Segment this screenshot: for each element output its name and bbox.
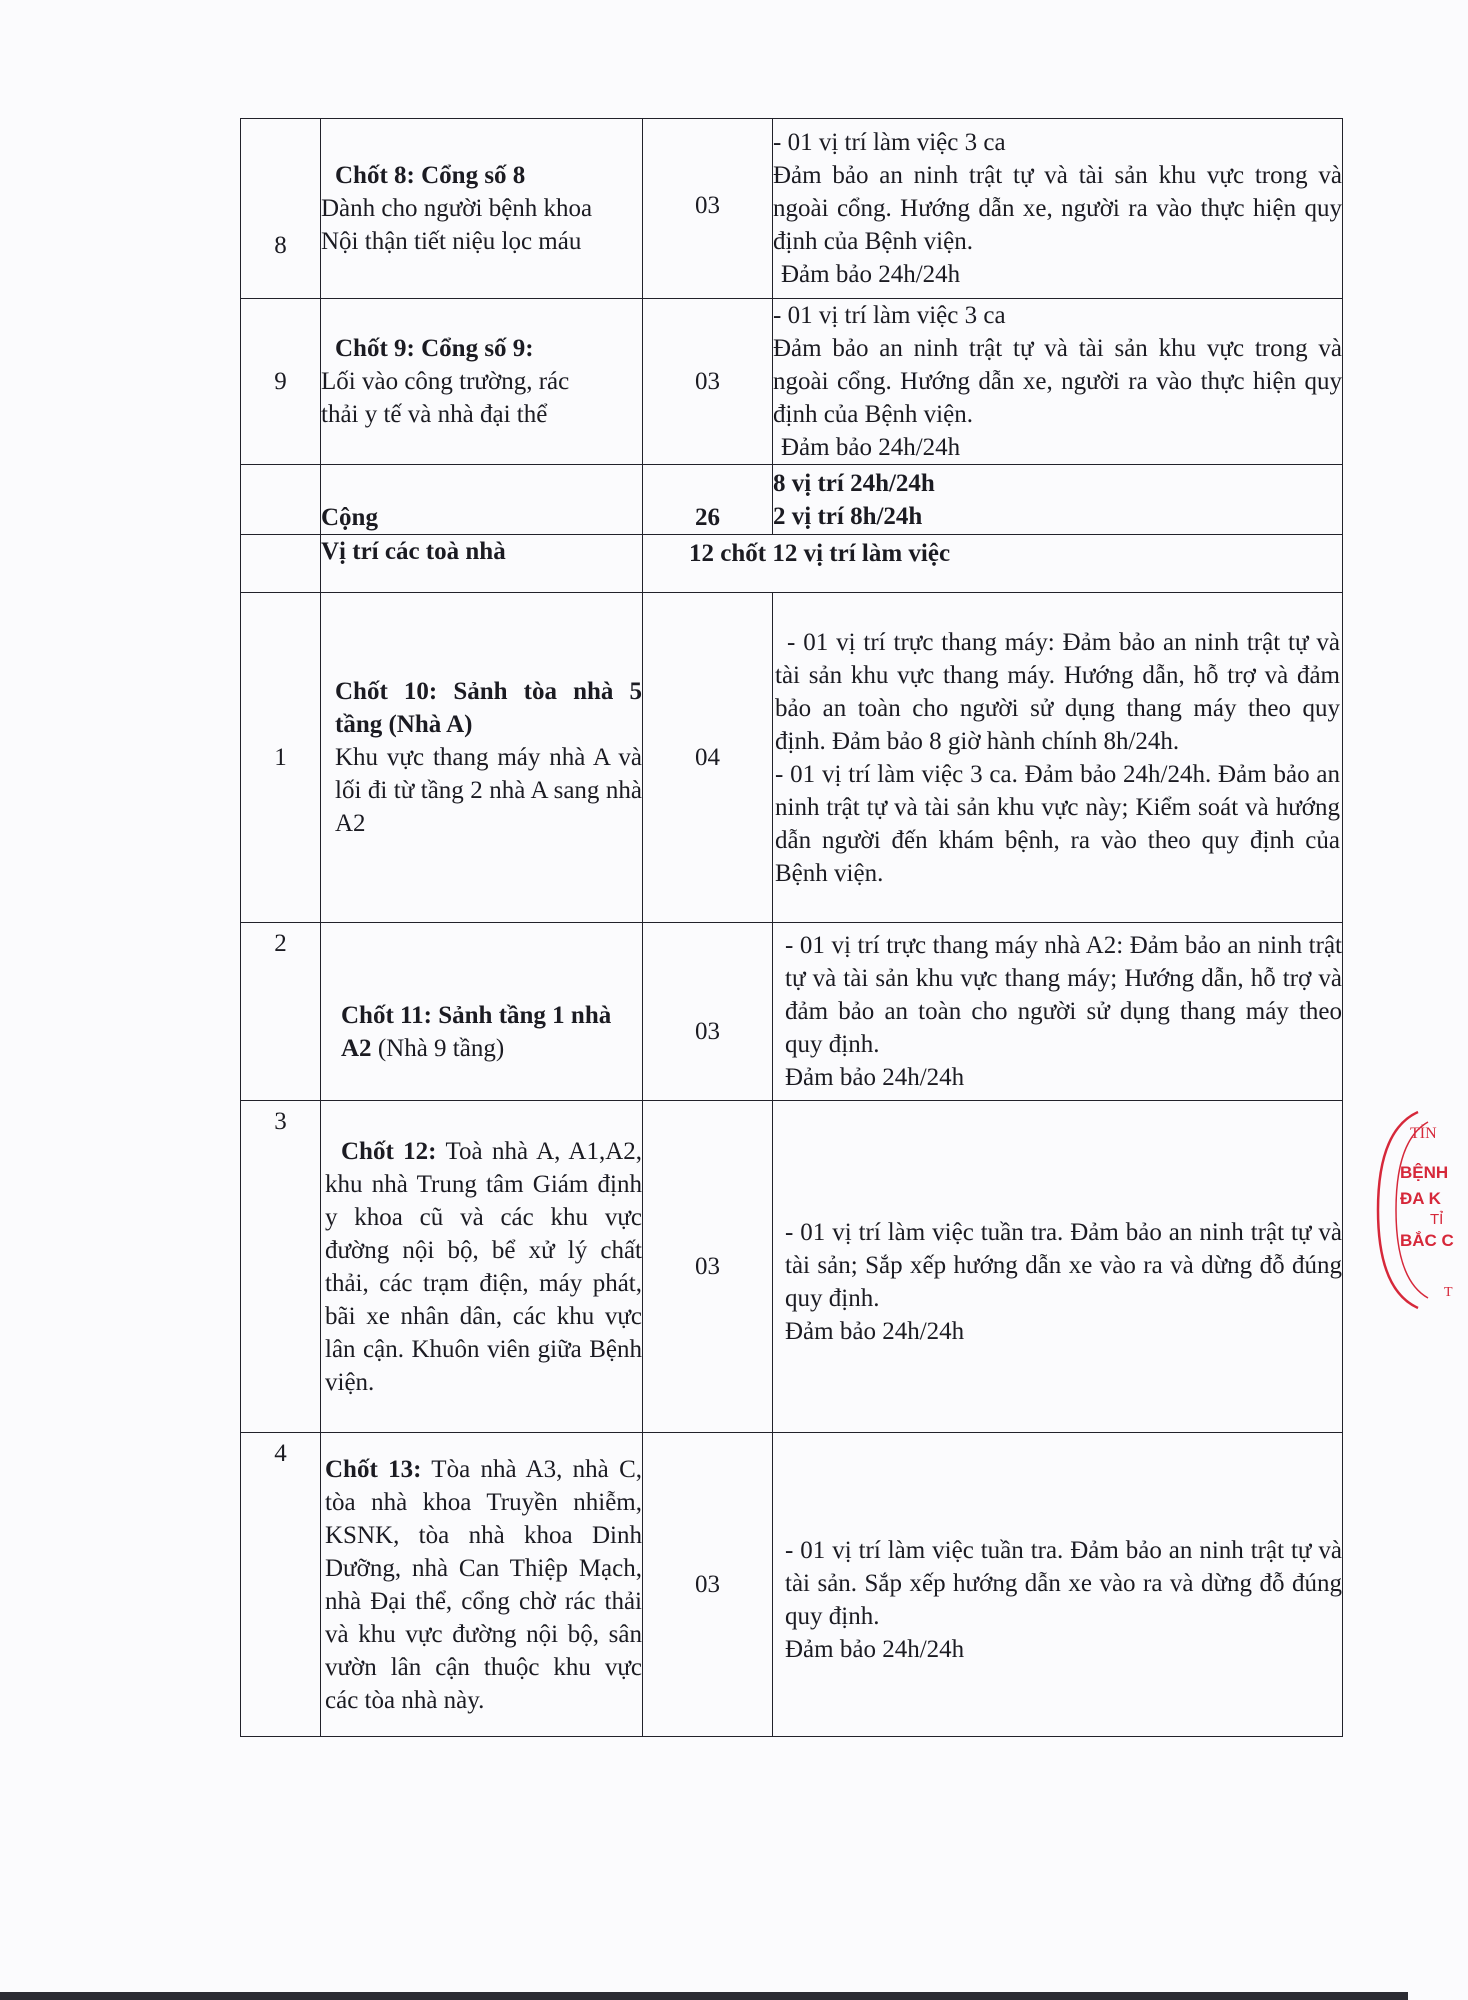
duty-cell — [773, 299, 1343, 465]
duty-line: Đảm bảo an ninh trật tự và tài sản khu vực trong và ngoài cổng. Hướng dẫn xe, người ra vào thực hiện quy định của Bệnh viện. — [773, 335, 1342, 428]
row-number-text: 3 — [274, 1108, 287, 1135]
duty-cell — [773, 593, 1343, 923]
post-cell — [321, 119, 643, 299]
count-cell — [643, 299, 773, 465]
section-summary: 12 chốt 12 vị trí làm việc — [689, 540, 951, 567]
duty-line: - 01 vị trí trực thang máy nhà A2: Đảm bảo an ninh trật tự và tài sản khu vực thang máy; Hướng dẫn, hỗ trợ và đảm bảo an toàn cho người sử dụng thang máy theo quy định. — [785, 932, 1342, 1058]
duty-cell — [773, 923, 1343, 1101]
total-row — [241, 465, 1343, 535]
row-number — [241, 299, 321, 465]
duty-line: - 01 vị trí làm việc 3 ca — [773, 129, 1006, 156]
duty-cell — [773, 465, 1343, 535]
total-label: Cộng — [321, 504, 378, 531]
post-title: Chốt 9: Cổng số 9: — [335, 335, 534, 362]
post-desc-line: thải y tế và nhà đại thể — [321, 401, 548, 428]
post-title: Chốt 11: Sảnh tầng 1 nhà A2 — [341, 1001, 612, 1062]
count-cell — [643, 119, 773, 299]
guard-count: 03 — [695, 1253, 720, 1280]
post-title: Chốt 8: Cổng số 8 — [335, 162, 526, 189]
post-desc-line: Lối vào công trường, rác — [321, 368, 570, 395]
duty-cell — [773, 1433, 1343, 1737]
count-cell — [643, 593, 773, 923]
post-cell — [321, 923, 643, 1101]
row-number-text: 8 — [274, 232, 287, 259]
hospital-seal-stamp — [1358, 1100, 1468, 1320]
duty-cell — [773, 119, 1343, 299]
duty-cell — [773, 1101, 1343, 1433]
post-desc: Toà nhà A, A1,A2, khu nhà Trung tâm Giám định y khoa cũ và các khu vực đường nội bộ, bể xử lý chất thải, các trạm điện, máy phát, bãi xe nhân dân, các khu vực lân cận. Khuôn viên giữa Bệnh viện. — [325, 1137, 643, 1396]
duty-line: - 01 vị trí trực thang máy: Đảm bảo an ninh trật tự và tài sản khu vực thang máy. Hướng dẫn, hỗ trợ và đảm bảo an toàn cho người sử dụng thang máy theo quy định. Đảm bảo 8 giờ hành chính 8h/24h. — [775, 628, 1340, 755]
post-title: Chốt 12: — [341, 1137, 437, 1165]
count-cell — [643, 1433, 773, 1737]
duty-line: Đảm bảo 24h/24h — [781, 261, 961, 288]
section-row — [241, 535, 1343, 593]
row-number — [241, 119, 321, 299]
guard-count: 03 — [695, 1018, 720, 1045]
post-desc-line: Dành cho người bệnh khoa — [321, 195, 593, 222]
guard-count: 04 — [695, 744, 720, 771]
row-number — [241, 923, 321, 1101]
table-row — [241, 923, 1343, 1101]
total-label-cell — [321, 465, 643, 535]
svg-text:BẮC C: BẮC C — [1400, 1231, 1454, 1250]
section-label-cell — [321, 535, 643, 593]
svg-text:BỆNH: BỆNH — [1400, 1163, 1449, 1182]
table-row — [241, 1433, 1343, 1737]
guard-count: 03 — [695, 368, 720, 395]
guard-count: 03 — [695, 1571, 720, 1598]
row-number — [241, 1433, 321, 1737]
section-summary-cell — [643, 535, 1343, 593]
count-cell — [643, 465, 773, 535]
post-title: Chốt 13: — [325, 1455, 422, 1483]
post-cell — [321, 1101, 643, 1433]
table-row — [241, 299, 1343, 465]
post-desc: (Nhà 9 tầng) — [371, 1034, 505, 1062]
row-number-text: 2 — [274, 930, 287, 957]
row-number-text: 4 — [274, 1440, 287, 1467]
row-number-text: 9 — [274, 368, 287, 395]
row-number — [241, 535, 321, 593]
post-cell — [321, 299, 643, 465]
svg-text:TỈN: TỈN — [1410, 1125, 1437, 1142]
row-number — [241, 465, 321, 535]
guard-count: 03 — [695, 192, 720, 219]
duty-line: Đảm bảo 24h/24h — [785, 1317, 965, 1345]
svg-text:TỈ: TỈ — [1430, 1211, 1444, 1228]
count-cell — [643, 923, 773, 1101]
table-row — [241, 1101, 1343, 1433]
duty-line: Đảm bảo an ninh trật tự và tài sản khu vực trong và ngoài cổng. Hướng dẫn xe, người ra vào thực hiện quy định của Bệnh viện. — [773, 162, 1342, 255]
duty-line: - 01 vị trí làm việc 3 ca. Đảm bảo 24h/24h. Đảm bảo an ninh trật tự và tài sản khu vực này; Kiểm soát và hướng dẫn người đến khám bệnh, ra vào theo quy định của Bệnh viện. — [775, 760, 1340, 887]
duty-line: Đảm bảo 24h/24h — [781, 434, 961, 461]
duty-line: - 01 vị trí làm việc tuần tra. Đảm bảo an ninh trật tự và tài sản; Sắp xếp hướng dẫn xe vào ra và dừng đỗ đúng quy định. — [785, 1218, 1342, 1312]
total-count: 26 — [695, 504, 720, 531]
duty-line: - 01 vị trí làm việc tuần tra. Đảm bảo an ninh trật tự và tài sản. Sắp xếp hướng dẫn xe vào ra và dừng đỗ đúng quy định. — [785, 1536, 1342, 1630]
count-cell — [643, 1101, 773, 1433]
post-title: Chốt 10: Sảnh tòa nhà 5 tầng (Nhà A) — [335, 678, 642, 738]
row-number-text: 1 — [274, 744, 287, 771]
scan-bottom-edge — [0, 1992, 1408, 2000]
duty-line: Đảm bảo 24h/24h — [785, 1064, 965, 1091]
svg-text:ĐA K: ĐA K — [1400, 1189, 1441, 1208]
post-desc: Khu vực thang máy nhà A và lối đi từ tầng 2 nhà A sang nhà A2 — [335, 744, 642, 837]
post-cell — [321, 593, 643, 923]
section-title: Vị trí các toà nhà — [321, 538, 506, 565]
post-cell — [321, 1433, 643, 1737]
post-desc-line: Nội thận tiết niệu lọc máu — [321, 228, 582, 255]
table-row — [241, 593, 1343, 923]
row-number — [241, 1101, 321, 1433]
security-post-table — [240, 118, 1343, 1737]
duty-line: - 01 vị trí làm việc 3 ca — [773, 302, 1006, 329]
duty-line: Đảm bảo 24h/24h — [785, 1635, 965, 1663]
row-number — [241, 593, 321, 923]
total-summary-line: 2 vị trí 8h/24h — [773, 502, 923, 530]
post-desc: Tòa nhà A3, nhà C, tòa nhà khoa Truyền nhiễm, KSNK, tòa nhà khoa Dinh Dưỡng, nhà Can Thiệp Mạch, nhà Đại thể, cổng chờ rác thải và khu vực đường nội bộ, sân vườn lân cận thuộc khu vực các tòa nhà này. — [325, 1455, 642, 1714]
total-summary-line: 8 vị trí 24h/24h — [773, 469, 935, 497]
svg-text:T: T — [1444, 1285, 1453, 1300]
table-row — [241, 119, 1343, 299]
